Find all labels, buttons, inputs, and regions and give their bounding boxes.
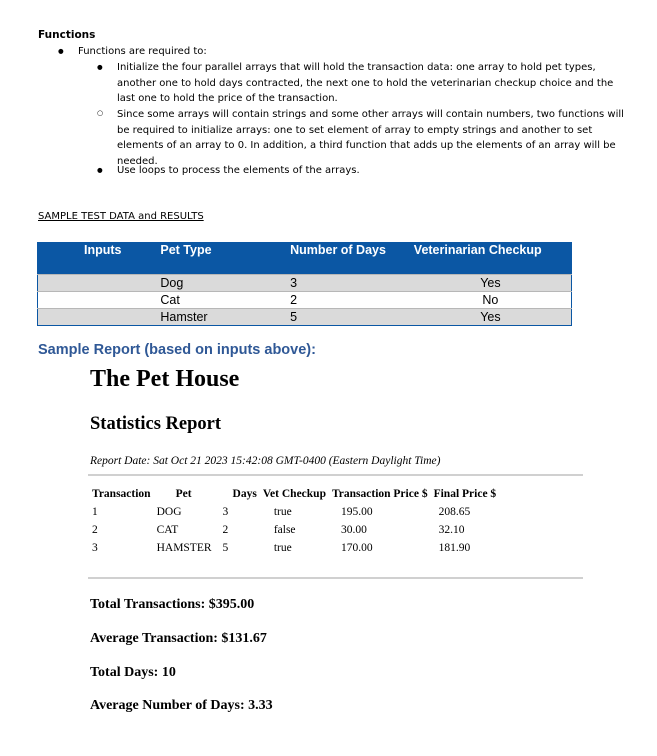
- table-row: [38, 292, 572, 309]
- table-row: 2 CAT 2 false 30.00 32.10: [92, 524, 465, 536]
- cell-vet: No: [410, 292, 572, 309]
- cell-days: 2: [286, 292, 410, 309]
- col-days: Days: [232, 488, 257, 500]
- col-pet: Pet: [175, 488, 192, 500]
- functions-heading: Functions: [38, 29, 96, 41]
- cell-pet: Dog: [156, 275, 286, 292]
- table-row: 1 DOG 3 true 195.00 208.65: [92, 506, 471, 518]
- report-date: Report Date: Sat Oct 21 2023 15:42:08 GMT-0400 (Eastern Daylight Time): [90, 455, 441, 467]
- sample-input-table: [37, 242, 572, 326]
- average-days: Average Number of Days: 3.33: [90, 698, 273, 713]
- total-days: Total Days: 10: [90, 665, 176, 680]
- functions-intro: ● Functions are required to:: [78, 44, 207, 60]
- col-transaction-price: Transaction Price $: [331, 488, 428, 500]
- functions-item-3: ● Use loops to process the elements of the arrays.: [117, 163, 632, 179]
- header-pet-type: Pet Type: [156, 243, 286, 275]
- cell-pet: Cat: [156, 292, 286, 309]
- report-title: The Pet House: [90, 366, 240, 392]
- col-final-price: Final Price $: [433, 488, 497, 500]
- table-row: [38, 309, 572, 326]
- report-table: [89, 485, 499, 557]
- sample-data-heading: SAMPLE TEST DATA and RESULTS: [38, 211, 204, 222]
- total-transactions: Total Transactions: $395.00: [90, 597, 255, 612]
- divider: [88, 577, 583, 579]
- header-number-of-days: Number of Days: [286, 243, 410, 275]
- divider: [88, 474, 583, 476]
- table-row: 3 HAMSTER 5 true 170.00 181.90: [92, 542, 471, 554]
- header-inputs: Inputs: [38, 243, 157, 275]
- cell-pet: Hamster: [156, 309, 286, 326]
- cell-days: 3: [286, 275, 410, 292]
- report-table-header: [89, 485, 499, 503]
- col-transaction: Transaction: [92, 488, 151, 500]
- functions-item-1: ● Initialize the four parallel arrays that will hold the transaction data: one array to hold pet types, another one to hold days contracted, the next one to hold the veterinarian checkup choice and the last one to hold the price of the transaction.: [117, 60, 632, 107]
- report-subtitle: Statistics Report: [90, 414, 222, 434]
- table-row: [38, 275, 572, 292]
- cell-vet: Yes: [410, 275, 572, 292]
- average-transaction: Average Transaction: $131.67: [90, 631, 267, 646]
- cell-vet: Yes: [410, 309, 572, 326]
- functions-item-2: ○ Since some arrays will contain strings and some other arrays will contain numbers, two functions will be required to initialize arrays: one to set element of array to empty strings and another to set elements of an array to 0. In addition, a third function that adds up the elements of an array will be needed.: [117, 107, 632, 169]
- header-vet-checkup: Veterinarian Checkup: [410, 243, 572, 275]
- sample-report-heading: Sample Report (based on inputs above):: [38, 342, 316, 358]
- col-vet-checkup: Vet Checkup: [262, 488, 326, 500]
- input-table-header: [38, 243, 572, 275]
- cell-days: 5: [286, 309, 410, 326]
